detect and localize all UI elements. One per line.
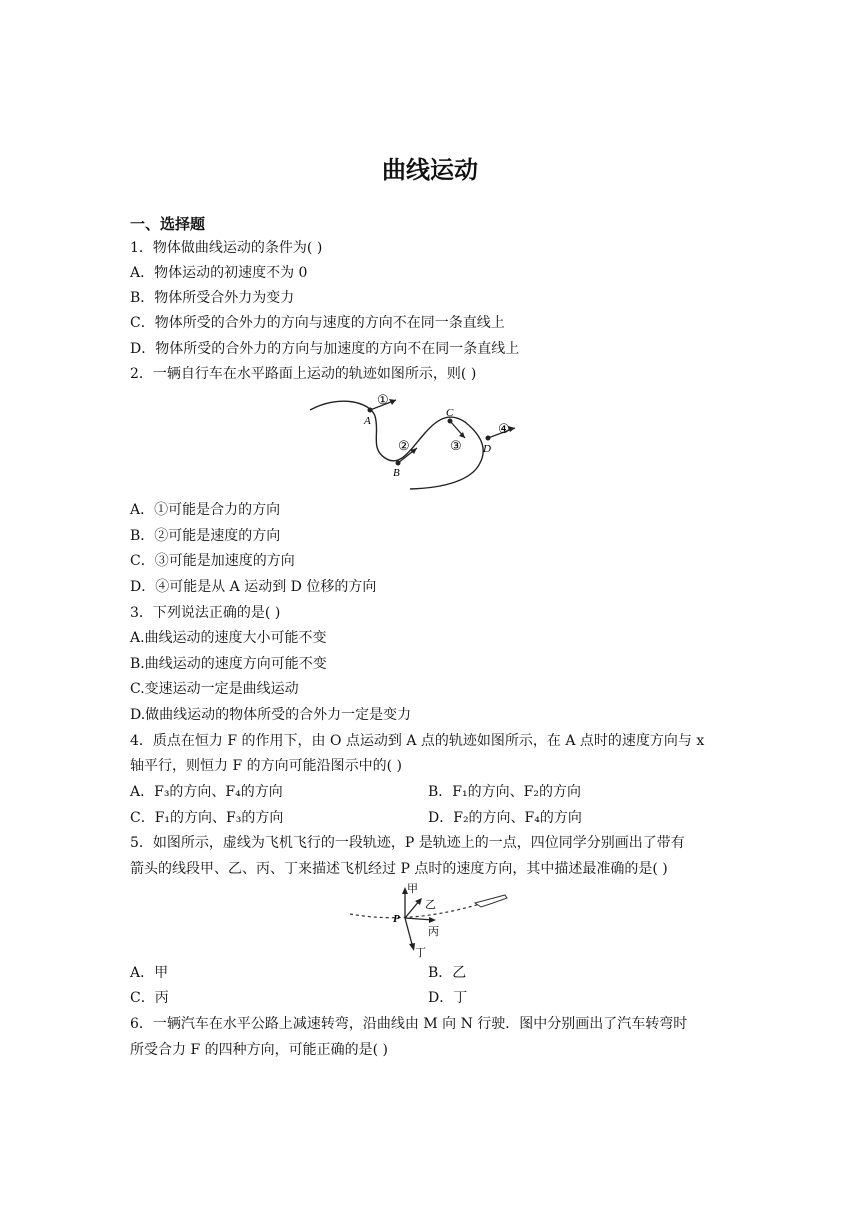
q1-option-d: D．物体所受的合外力的方向与加速度的方向不在同一条直线上: [130, 341, 520, 357]
q2-point-c: C: [446, 407, 454, 419]
q5-option-b: B．乙: [428, 965, 467, 981]
q4-option-c: C．F₁的方向、F₃的方向: [130, 810, 284, 826]
q1-option-c: C．物体所受的合外力的方向与速度的方向不在同一条直线上: [130, 315, 505, 331]
q2-option-a: A．①可能是合力的方向: [130, 502, 281, 518]
q3-option-a: A.曲线运动的速度大小可能不变: [130, 630, 327, 646]
q5-stem-line1: 5．如图所示，虚线为飞机飞行的一段轨迹，P 是轨迹上的一点，四位同学分别画出了带有: [130, 835, 685, 851]
q5-option-c: C．丙: [130, 990, 169, 1006]
q2-option-d: D．④可能是从 A 运动到 D 位移的方向: [130, 579, 377, 595]
q1-stem: 1．物体做曲线运动的条件为( ): [130, 240, 323, 256]
q4-stem-line2: 轴平行，则恒力 F 的方向可能沿图示中的( ): [130, 758, 402, 774]
q5-stem-line2: 箭头的线段甲、乙、丙、丁来描述飞机经过 P 点时的速度方向，其中描述最准确的是( ): [130, 861, 668, 877]
q1-option-a: A．物体运动的初速度不为 0: [130, 265, 308, 281]
q5-label-bing: 丙: [428, 926, 439, 938]
q6-stem-line2: 所受合力 F 的四种方向，可能正确的是( ): [130, 1042, 388, 1058]
q4-option-b: B．F₁的方向、F₂的方向: [428, 784, 581, 800]
q2-mark-1: ①: [377, 392, 389, 407]
q3-option-c: C.变速运动一定是曲线运动: [130, 681, 299, 697]
q5-option-d: D．丁: [428, 990, 468, 1006]
q2-point-a: A: [364, 415, 371, 427]
q4-option-d: D．F₂的方向、F₄的方向: [428, 810, 582, 826]
q5-label-ding: 丁: [415, 947, 426, 959]
q2-option-c: C．③可能是加速度的方向: [130, 553, 295, 569]
q2-point-d: D: [483, 443, 491, 455]
q4-option-a: A．F₃的方向、F₄的方向: [130, 784, 283, 800]
section-heading: 一、选择题: [130, 215, 206, 233]
q2-trajectory-figure: [300, 388, 550, 498]
q3-option-b: B.曲线运动的速度方向可能不变: [130, 656, 327, 672]
q4-stem-line1: 4．质点在恒力 F 的作用下，由 O 点运动到 A 点的轨迹如图所示，在 A 点时的速度方向与 x: [130, 733, 705, 749]
q2-mark-2: ②: [398, 438, 410, 453]
q2-mark-3: ③: [450, 438, 462, 453]
q5-label-jia: 甲: [407, 883, 418, 895]
q5-flight-figure: [345, 880, 515, 960]
q2-mark-4: ④: [498, 421, 510, 436]
q6-stem-line1: 6．一辆汽车在水平公路上减速转弯，沿曲线由 M 向 N 行驶．图中分别画出了汽车转弯时: [130, 1016, 688, 1032]
q1-option-b: B．物体所受合外力为变力: [130, 290, 295, 306]
q5-point-p: P: [393, 913, 400, 925]
q3-option-d: D.做曲线运动的物体所受的合外力一定是变力: [130, 707, 412, 723]
q5-label-yi: 乙: [425, 899, 436, 911]
page-title: 曲线运动: [382, 156, 478, 184]
q2-point-b: B: [393, 467, 400, 479]
q2-option-b: B．②可能是速度的方向: [130, 528, 281, 544]
q3-stem: 3．下列说法正确的是( ): [130, 605, 281, 621]
q5-option-a: A．甲: [130, 965, 169, 981]
q2-stem: 2．一辆自行车在水平路面上运动的轨迹如图所示，则( ): [130, 366, 477, 382]
